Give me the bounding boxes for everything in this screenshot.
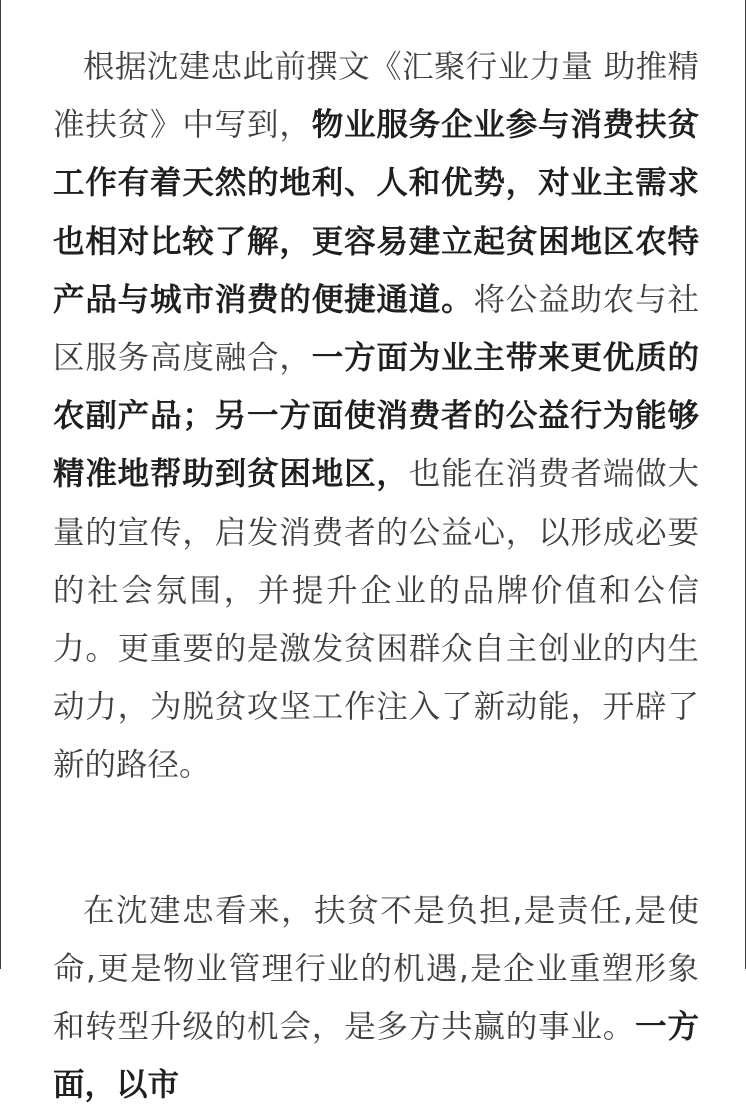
paragraph-spacer [53, 795, 699, 882]
article-body [53, 38, 699, 1114]
paragraph-1-text-3: 也能在消费者端做大量的宣传，启发消费者的公益心，以形成必要的社会氛围，并提升企业的品牌价值和公信力。更重要的是激发贫困群众自主创业的内生动力，为脱贫攻坚工作注入了新动能，开辟了新的路径。 [53, 456, 699, 784]
paragraph-1-bold-2: 一方面为业主带来更优质的农副产品；另一方面使消费者的公益行为能够精准地帮助到贫困地区， [53, 340, 699, 493]
paragraph-2-bold-1: 一方面，以市 [53, 1009, 699, 1104]
paragraph-2 [53, 882, 699, 1114]
paragraph-1-text-1: 根据沈建忠此前撰文《汇聚行业力量 助推精准扶贫》中写到， [53, 49, 699, 144]
paragraph-1-bold-1: 物业服务企业参与消费扶贫工作有着天然的地利、人和优势，对业主需求也相对比较了解，更容易建立起贫困地区农特产品与城市消费的便捷通道。 [53, 107, 699, 318]
paragraph-1-text-2: 将公益助农与社区服务高度融合， [53, 281, 699, 377]
paragraph-1 [53, 38, 699, 795]
paragraph-2-text-1: 在沈建忠看来，扶贫不是负担,是责任,是使命,更是物业管理行业的机遇,是企业重塑形象和转型升级的机会，是多方共赢的事业。 [53, 892, 699, 1046]
